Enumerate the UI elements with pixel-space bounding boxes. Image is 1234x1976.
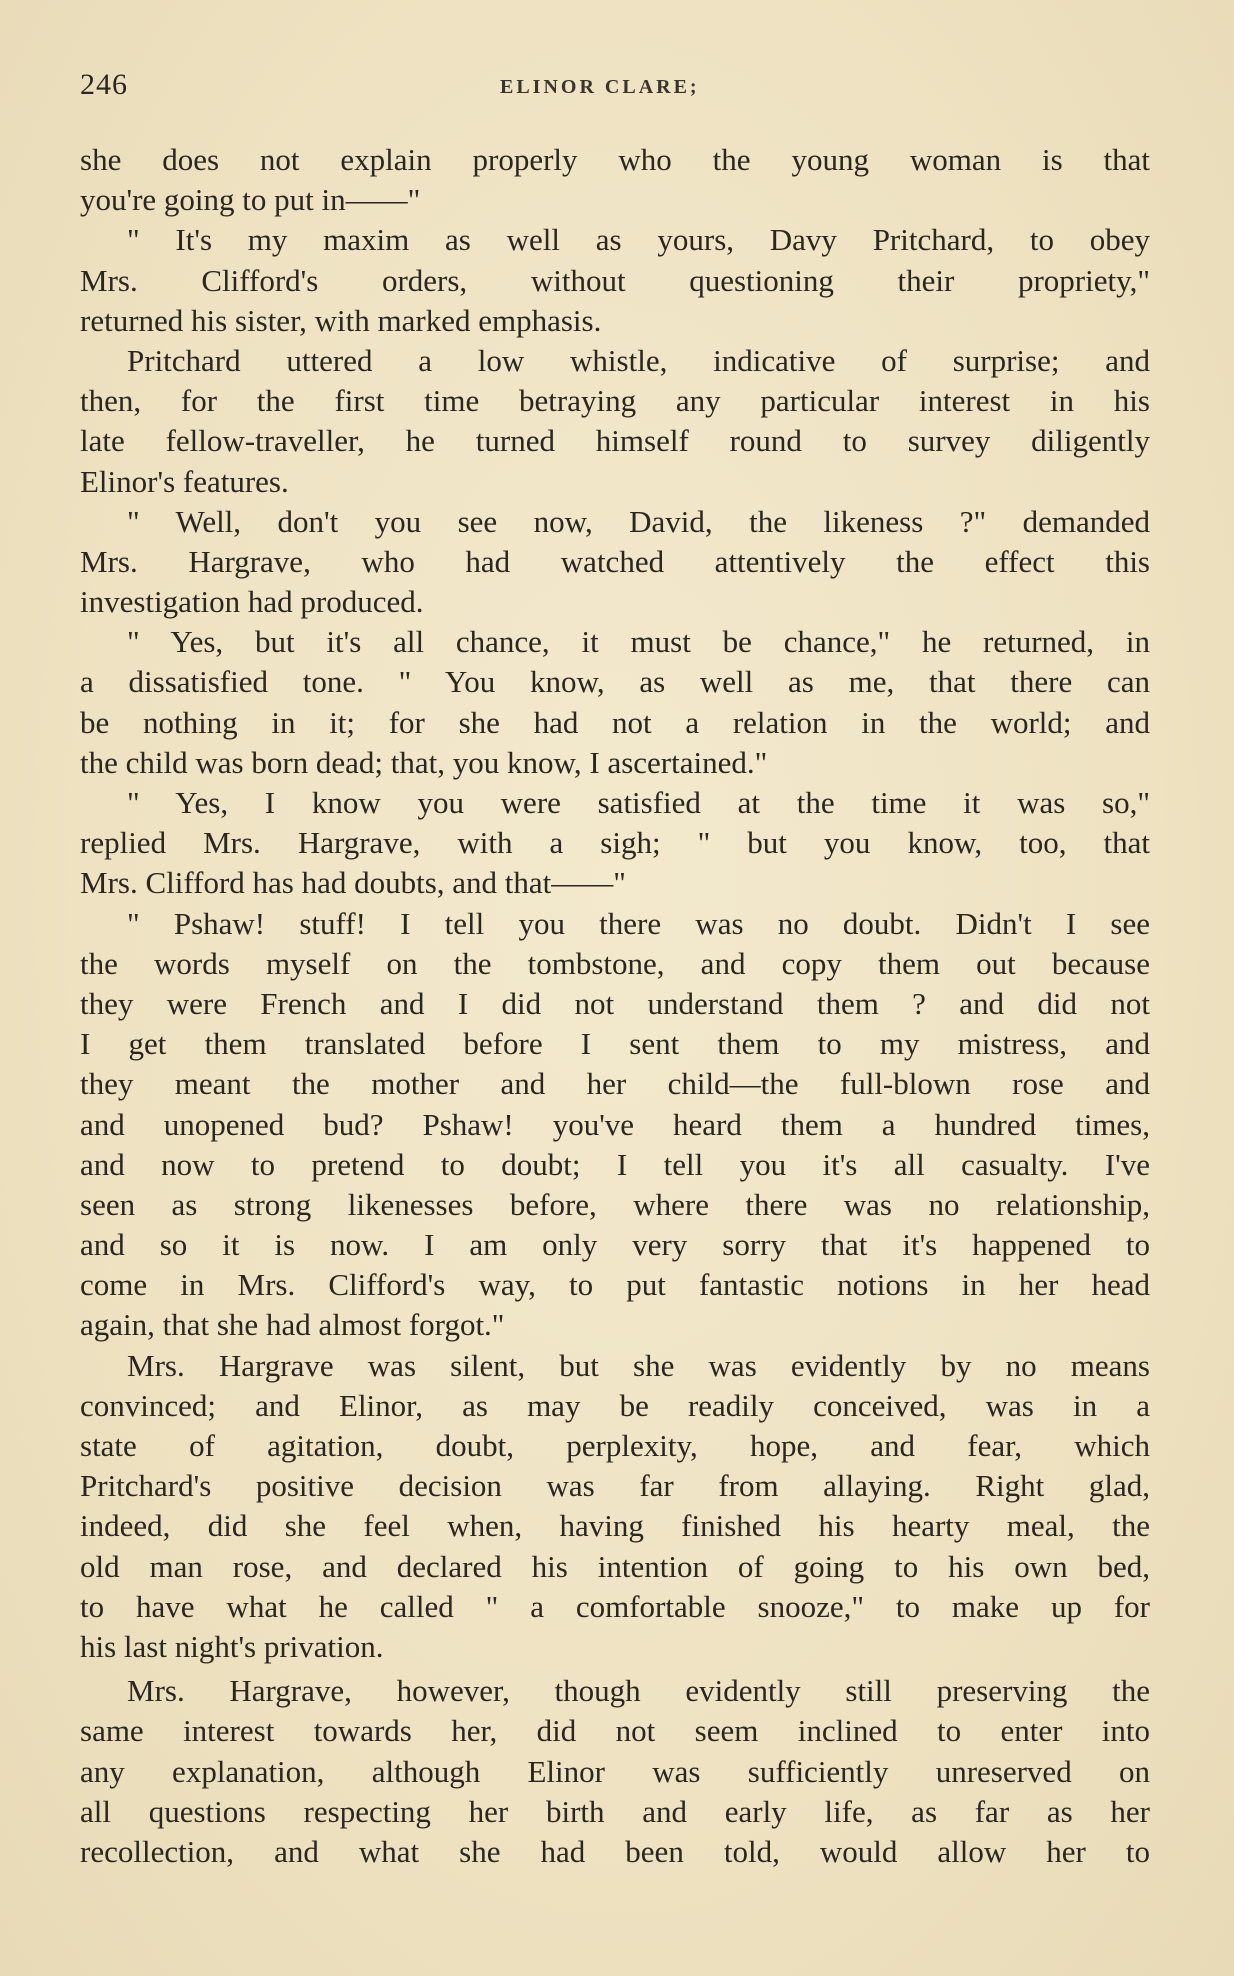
text-line: be nothing in it; for she had not a relation in the world; and (80, 704, 1150, 740)
text-line: any explanation, although Elinor was sufficiently unreserved on (80, 1753, 1150, 1789)
text-line: she does not explain properly who the young woman is that (80, 142, 1150, 177)
text-line: then, for the first time betraying any particular interest in his (80, 383, 1150, 419)
text-line: come in Mrs. Clifford's way, to put fantastic notions in her head (80, 1267, 1150, 1303)
text-line: " It's my maxim as well as yours, Davy Pritchard, to obey (127, 222, 1150, 258)
text-line: and unopened bud? Pshaw! you've heard them a hundred times, (80, 1106, 1150, 1142)
text-line: Pritchard uttered a low whistle, indicative of surprise; and (127, 342, 1150, 378)
text-line: again, that she had almost forgot." (80, 1307, 505, 1343)
text-line: old man rose, and declared his intention of going to his own bed, (80, 1548, 1150, 1584)
text-line: replied Mrs. Hargrave, with a sigh; " but you know, too, that (80, 825, 1150, 861)
text-line: they were French and I did not understand them ? and did not (80, 985, 1150, 1021)
text-line: to have what he called " a comfortable snooze," to make up for (80, 1588, 1150, 1624)
text-line: returned his sister, with marked emphasis. (80, 302, 602, 338)
text-line: the child was born dead; that, you know, I ascertained." (80, 744, 768, 780)
text-line: " Yes, but it's all chance, it must be chance," he returned, in (127, 624, 1150, 660)
text-line: " Pshaw! stuff! I tell you there was no doubt. Didn't I see (127, 905, 1150, 941)
text-line: seen as strong likenesses before, where there was no relationship, (80, 1186, 1150, 1222)
text-line: Mrs. Hargrave was silent, but she was evidently by no means (127, 1347, 1150, 1383)
page-number: 246 (80, 68, 128, 101)
text-line: " Yes, I know you were satisfied at the time it was so," (127, 785, 1150, 820)
text-line: Mrs. Clifford's orders, without questioning their propriety," (80, 262, 1150, 298)
text-line: recollection, and what she had been told, would allow her to (80, 1833, 1150, 1869)
text-line: state of agitation, doubt, perplexity, hope, and fear, which (80, 1428, 1150, 1463)
text-line: investigation had produced. (80, 584, 424, 620)
text-line: a dissatisfied tone. " You know, as well as me, that there can (80, 664, 1150, 700)
text-line: Pritchard's positive decision was far from allaying. Right glad, (80, 1468, 1150, 1504)
text-line: they meant the mother and her child—the full-blown rose and (80, 1066, 1150, 1102)
text-line: all questions respecting her birth and early life, as far as her (80, 1793, 1150, 1829)
text-line: Elinor's features. (80, 463, 289, 499)
text-line: Mrs. Hargrave, who had watched attentively the effect this (80, 543, 1150, 579)
text-line: Mrs. Hargrave, however, though evidently still preserving the (127, 1673, 1150, 1709)
text-line: Mrs. Clifford has had doubts, and that——" (80, 865, 626, 901)
text-line: convinced; and Elinor, as may be readily conceived, was in a (80, 1387, 1150, 1423)
text-line: his last night's privation. (80, 1628, 384, 1664)
body-text (80, 140, 1150, 1872)
text-line: and now to pretend to doubt; I tell you it's all casualty. I've (80, 1146, 1150, 1182)
text-line: same interest towards her, did not seem inclined to enter into (80, 1713, 1150, 1749)
text-line: I get them translated before I sent them to my mistress, and (80, 1026, 1150, 1062)
text-line: " Well, don't you see now, David, the likeness ?" demanded (127, 503, 1150, 539)
text-line: indeed, did she feel when, having finished his hearty meal, the (80, 1508, 1150, 1544)
text-line: you're going to put in——" (80, 182, 421, 218)
text-line: and so it is now. I am only very sorry that it's happened to (80, 1227, 1150, 1263)
running-head: ELINOR CLARE; (500, 76, 700, 98)
text-line: late fellow-traveller, he turned himself round to survey diligently (80, 423, 1150, 459)
page-header (80, 62, 1150, 122)
text-line: the words myself on the tombstone, and copy them out because (80, 945, 1150, 981)
